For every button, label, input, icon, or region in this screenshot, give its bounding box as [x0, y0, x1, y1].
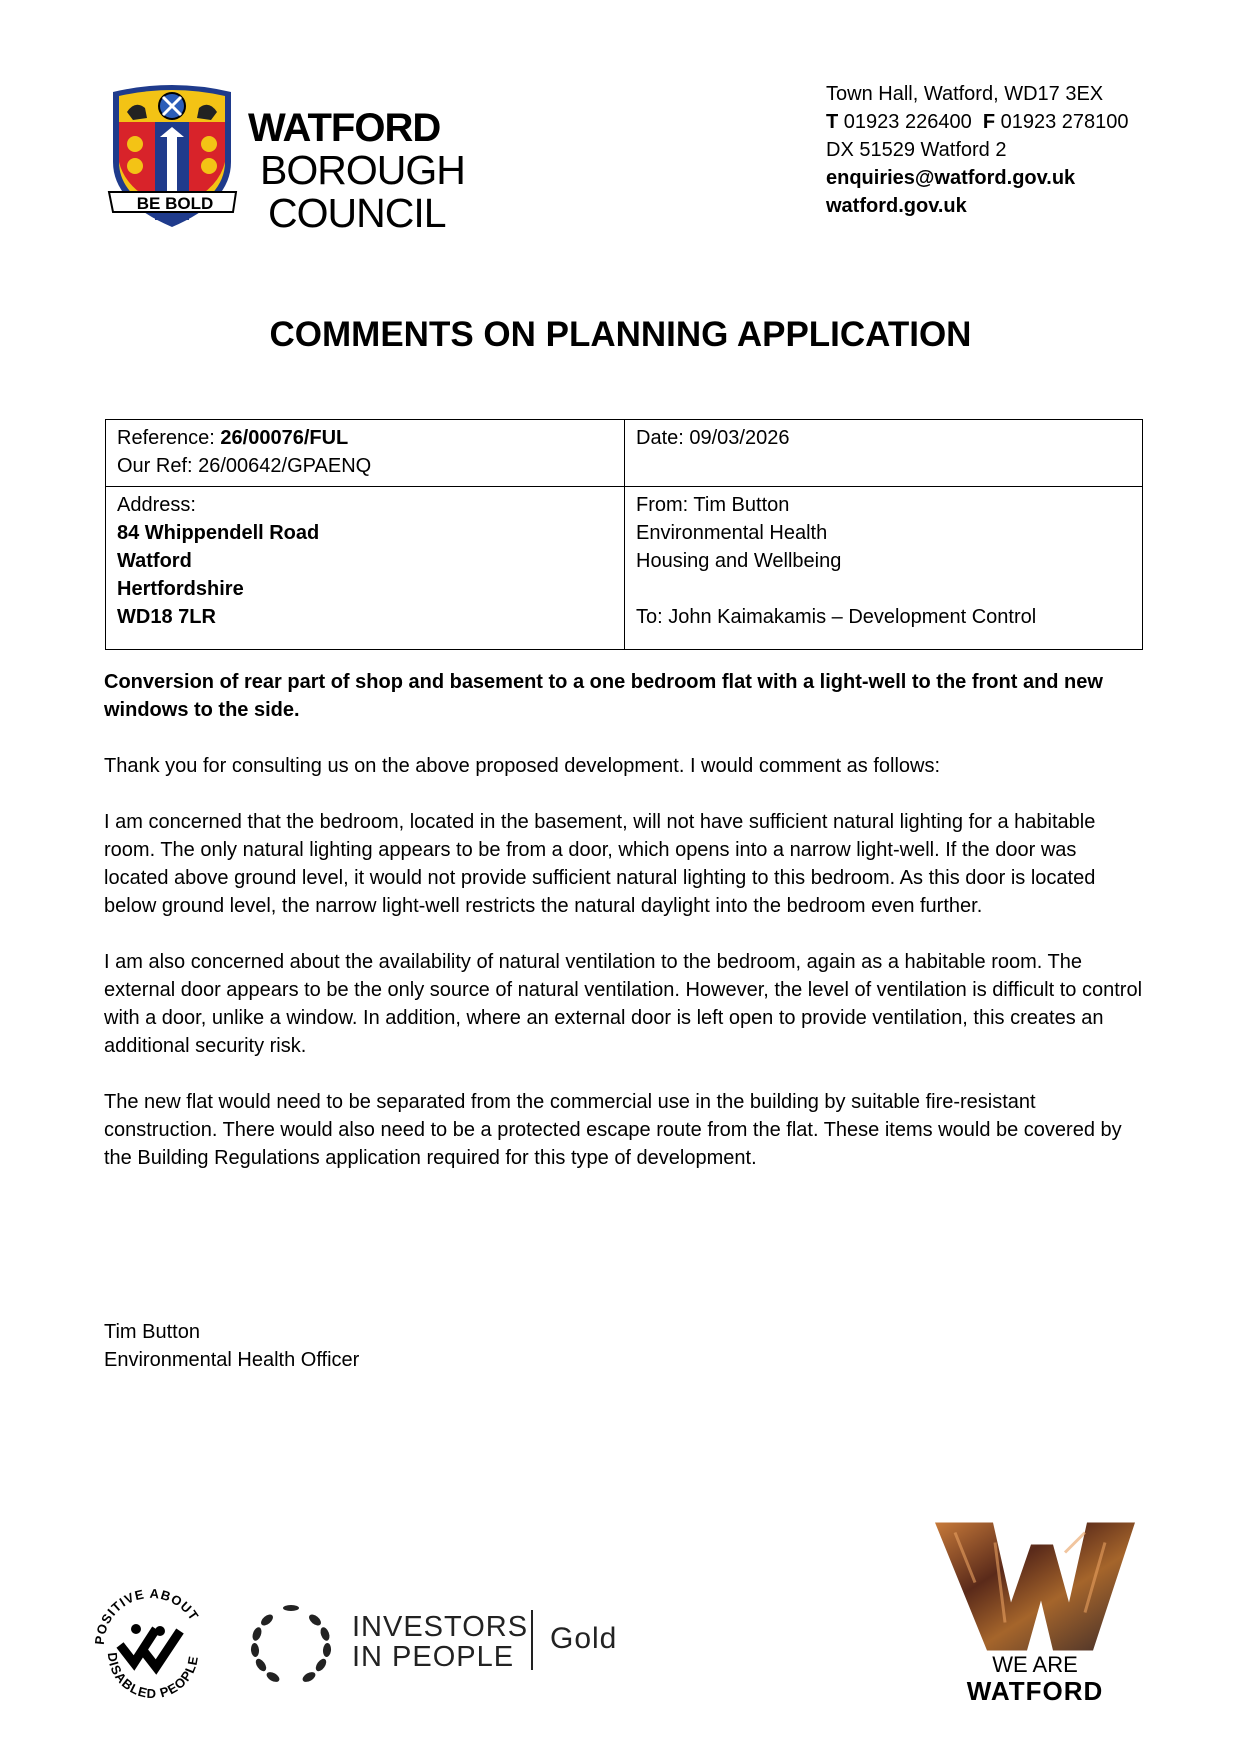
council-wordmark	[248, 108, 465, 234]
wordmark-watford: WATFORD	[248, 106, 441, 150]
proposal-description: Conversion of rear part of shop and basement to a one bedroom flat with a light-well to the front and new windows to the side.	[104, 671, 1103, 721]
wordmark-borough: BOROUGH	[260, 147, 465, 193]
signature-block	[104, 1318, 1144, 1374]
we-are-watford-logo: WE ARE WATFORD	[966, 1652, 1104, 1706]
from-name: From: Tim Button	[636, 494, 790, 516]
address-cell: Address: 84 Whippendell Road Watford Hertfordshire WD18 7LR	[106, 487, 625, 650]
from-to-cell	[625, 487, 1143, 650]
from-department: Environmental Health	[636, 522, 828, 544]
town-hall-address: Town Hall, Watford, WD17 3EX	[826, 83, 1104, 105]
address-line: WD18 7LR	[117, 606, 216, 628]
from-division: Housing and Wellbeing	[636, 550, 842, 572]
phone-number: 01923 226400	[843, 111, 972, 133]
intro-paragraph: Thank you for consulting us on the above proposed development. I would comment as follows:	[104, 755, 941, 777]
date-cell	[625, 420, 1143, 487]
address-line: Hertfordshire	[117, 578, 244, 600]
reference-number: 26/00076/FUL	[220, 427, 349, 449]
signatory-name: Tim Button	[104, 1321, 200, 1343]
disability-confident-logo	[86, 1575, 216, 1705]
page-title: COMMENTS ON PLANNING APPLICATION	[269, 315, 972, 354]
iip-divider	[531, 1610, 533, 1670]
svg-text:POSITIVE ABOUT: POSITIVE ABOUT	[91, 1585, 203, 1646]
ventilation-paragraph: I am also concerned about the availability of natural ventilation to the bedroom, again as a habitable room. The external door appears to be the only source of natural ventilation. However, the level of ventilation is difficult to control with a door, unlike a window. In addition, where an external door is left open to provide ventilation, this creates an additional security risk.	[104, 951, 1143, 1057]
reference-cell: Reference: 26/00076/FUL Our Ref: 26/00642/GPAENQ	[106, 420, 625, 487]
iip-gold-level: Gold	[550, 1622, 618, 1655]
investors-in-people-logo: INVESTORS IN PEOPLE	[352, 1611, 529, 1673]
application-details-table	[105, 419, 1143, 650]
address-line: Watford	[117, 550, 192, 572]
fire-safety-paragraph: The new flat would need to be separated from the commercial use in the building by suitable fire-resistant construction. There would also need to be a protected escape route from the flat. These items would be covered by the Building Regulations application required for this type of development.	[104, 1091, 1122, 1169]
comments-body	[104, 668, 1144, 1172]
phone-fax-line: T 01923 226400 F 01923 278100	[826, 111, 1129, 133]
fax-number: 01923 278100	[1000, 111, 1129, 133]
svg-text:DISABLED PEOPLE: DISABLED PEOPLE	[104, 1651, 202, 1702]
email-link[interactable]: enquiries@watford.gov.uk	[826, 167, 1076, 189]
address-line: 84 Whippendell Road	[117, 522, 320, 544]
our-reference: Our Ref: 26/00642/GPAENQ	[117, 455, 372, 477]
crest-motto: BE BOLD	[136, 194, 214, 213]
wordmark-council: COUNCIL	[268, 190, 446, 236]
signatory-role: Environmental Health Officer	[104, 1349, 360, 1371]
laurel-wreath-icon	[245, 1598, 337, 1693]
to-recipient: To: John Kaimakamis – Development Control	[636, 606, 1037, 628]
dx-address: DX 51529 Watford 2	[826, 139, 1007, 161]
date-value: Date: 09/03/2026	[636, 427, 790, 449]
website-link[interactable]: watford.gov.uk	[826, 195, 967, 217]
council-contact-block	[826, 80, 1129, 220]
lighting-paragraph: I am concerned that the bedroom, located in the basement, will not have sufficient natural lighting for a habitable room. The only natural lighting appears to be from a door, which opens into a narrow light-well. If the door was located above ground level, it would not provide sufficient natural lighting to this bedroom. As this door is located below ground level, the narrow light-well restricts the natural daylight into the bedroom even further.	[104, 811, 1096, 917]
